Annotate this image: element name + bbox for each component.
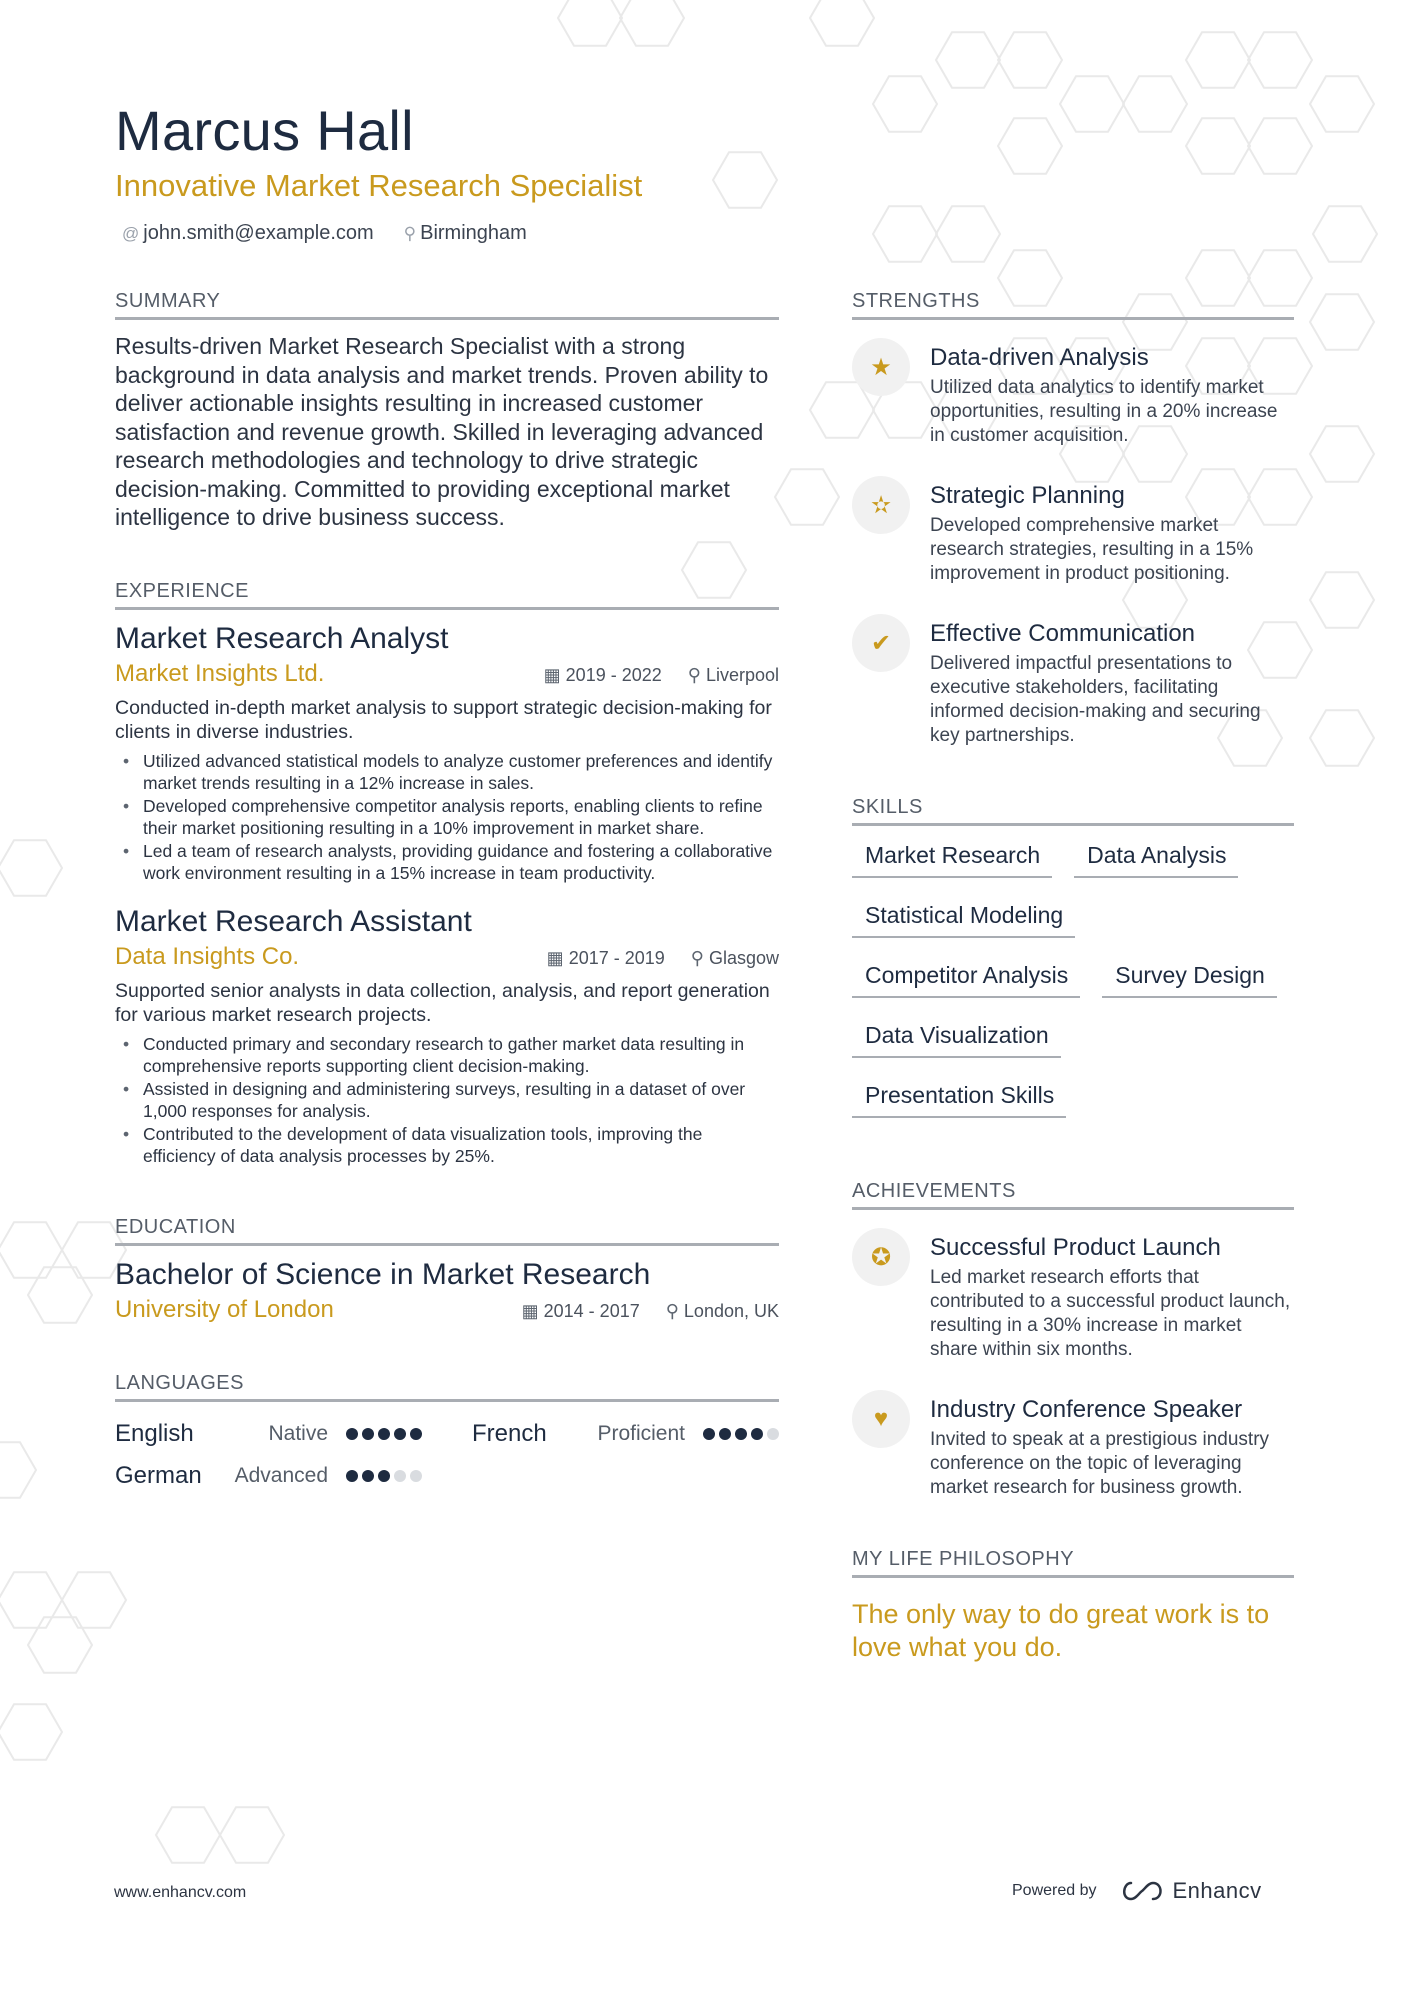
summary-text: Results-driven Market Research Specialist with a strong background in data analysis and market trends. Proven ability to deliver actionable insights resulting in increased customer satisfaction and revenue growth. Skilled in leveraging advanced research methodologies and technology to drive strategic decision-making. Committed to providing exceptional market intelligence to drive business success. — [115, 333, 769, 530]
education-dates — [522, 1301, 640, 1322]
skill-tag: Presentation Skills — [852, 1082, 1066, 1118]
strength-title: Effective Communication — [930, 620, 1196, 647]
location-pin-icon: ⚲ — [403, 224, 417, 243]
rating-dot-filled — [378, 1428, 390, 1440]
left-column — [115, 290, 779, 1490]
language-level: Proficient — [597, 1421, 685, 1445]
achievements-heading: ACHIEVEMENTS — [852, 1180, 1294, 1210]
job-description: Supported senior analysts in data collection, analysis, and report generation for various market research projects. — [115, 979, 770, 1026]
strength-title: Strategic Planning — [930, 482, 1125, 509]
job-company: Data Insights Co. — [115, 942, 300, 970]
language-item — [115, 1462, 422, 1490]
rating-dot-filled — [378, 1470, 390, 1482]
strength-item — [852, 480, 1294, 586]
philosophy-heading: MY LIFE PHILOSOPHY — [852, 1548, 1294, 1578]
location-pin-icon: ⚲ — [665, 1300, 679, 1321]
rating-dot-empty — [410, 1470, 422, 1482]
job-dates-text: 2017 - 2019 — [568, 947, 665, 968]
calendar-icon: ▦ — [546, 947, 564, 968]
powered-by-label: Powered by — [1012, 1882, 1097, 1899]
rating-dot-filled — [362, 1470, 374, 1482]
check-icon: ✔ — [852, 614, 910, 672]
right-column — [852, 290, 1294, 1664]
language-name: French — [472, 1419, 547, 1447]
school: University of London — [115, 1295, 334, 1323]
enhancv-logo-icon — [1119, 1880, 1165, 1902]
achievement-description: Invited to speak at a prestigious industry conference on the topic of leveraging market research for business growth. — [930, 1429, 1270, 1498]
job-bullet: • Contributed to the development of data visualization tools, improving the efficiency of data analysis processes by 25%. — [143, 1123, 779, 1168]
job-location-text: Liverpool — [705, 664, 779, 685]
language-item — [115, 1420, 422, 1448]
education-location — [666, 1301, 779, 1322]
rating-dot-filled — [362, 1428, 374, 1440]
job-entry — [115, 622, 779, 885]
job-bullet: • Conducted primary and secondary research to gather market data resulting in comprehensive reports supporting client decision-making. — [143, 1033, 779, 1078]
contact-email[interactable] — [122, 222, 374, 245]
job-title: Market Research Assistant — [115, 904, 472, 938]
rating-dot-filled — [735, 1428, 747, 1440]
language-level: Advanced — [234, 1463, 328, 1487]
experience-heading: EXPERIENCE — [115, 580, 779, 610]
education-location-text: London, UK — [683, 1300, 779, 1321]
enhancv-logo[interactable] — [1119, 1878, 1262, 1904]
star-icon: ★ — [852, 338, 910, 396]
heart-icon: ♥ — [852, 1390, 910, 1448]
language-item — [472, 1420, 779, 1448]
degree: Bachelor of Science in Market Research — [115, 1257, 651, 1291]
footer-website[interactable]: www.enhancv.com — [114, 1884, 247, 1901]
half-star-icon: ✫ — [852, 476, 910, 534]
candidate-title: Innovative Market Research Specialist — [115, 168, 643, 203]
philosophy-quote: The only way to do great work is to love what you do. — [852, 1599, 1270, 1662]
skill-tag: Data Visualization — [852, 1022, 1061, 1058]
job-bullets — [115, 1033, 779, 1168]
skill-tag: Survey Design — [1102, 962, 1277, 998]
calendar-icon: ▦ — [521, 1300, 539, 1321]
education-dates-text: 2014 - 2017 — [543, 1300, 640, 1321]
job-location — [688, 665, 779, 686]
contact-info — [122, 222, 527, 245]
skill-tag: Market Research — [852, 842, 1052, 878]
summary-heading: SUMMARY — [115, 290, 779, 320]
job-bullet: • Assisted in designing and administering surveys, resulting in a dataset of over 1,000 responses for analysis. — [143, 1078, 779, 1123]
education-entry — [115, 1258, 779, 1324]
rating-dot-filled — [346, 1470, 358, 1482]
job-location-text: Glasgow — [708, 947, 779, 968]
job-dates — [544, 665, 662, 686]
rating-dot-filled — [703, 1428, 715, 1440]
strength-title: Data-driven Analysis — [930, 344, 1149, 371]
language-name: English — [115, 1419, 194, 1447]
location-text: Birmingham — [420, 222, 527, 244]
strength-item — [852, 618, 1294, 748]
languages-heading: LANGUAGES — [115, 1372, 779, 1402]
language-rating — [703, 1428, 779, 1440]
job-title: Market Research Analyst — [115, 621, 449, 655]
brand-name: Enhancv — [1172, 1878, 1262, 1903]
job-bullet: • Led a team of research analysts, providing guidance and fostering a collaborative work environment resulting in a 15% increase in team productivity. — [143, 840, 779, 885]
skill-tag: Data Analysis — [1074, 842, 1238, 878]
strength-description: Utilized data analytics to identify market opportunities, resulting in a 20% increase in customer acquisition. — [930, 377, 1278, 446]
location-pin-icon: ⚲ — [687, 664, 701, 685]
rating-dot-filled — [394, 1428, 406, 1440]
achievement-item — [852, 1394, 1294, 1500]
strengths-heading: STRENGTHS — [852, 290, 1294, 320]
footer-branding — [1012, 1878, 1262, 1904]
rating-dot-filled — [751, 1428, 763, 1440]
contact-location — [404, 222, 527, 245]
education-heading: EDUCATION — [115, 1216, 779, 1246]
skills-heading: SKILLS — [852, 796, 1294, 826]
skill-tag: Statistical Modeling — [852, 902, 1075, 938]
language-name: German — [115, 1461, 202, 1489]
job-location — [691, 948, 779, 969]
job-bullet: • Utilized advanced statistical models to analyze customer preferences and identify market trends resulting in a 12% increase in sales. — [143, 750, 779, 795]
strength-description: Developed comprehensive market research strategies, resulting in a 15% improvement in product positioning. — [930, 515, 1254, 584]
job-bullet: • Developed comprehensive competitor analysis reports, enabling clients to refine their market positioning resulting in a 10% improvement in market share. — [143, 795, 779, 840]
job-bullets — [115, 750, 779, 885]
rating-dot-empty — [394, 1470, 406, 1482]
email-text: john.smith@example.com — [143, 222, 374, 244]
job-entry — [115, 905, 779, 1168]
skills-list — [852, 842, 1294, 1118]
rating-dot-filled — [719, 1428, 731, 1440]
strength-description: Delivered impactful presentations to executive stakeholders, facilitating informed decision-making and securing key partnerships. — [930, 653, 1261, 746]
job-description: Conducted in-depth market analysis to support strategic decision-making for clients in diverse industries. — [115, 696, 772, 743]
at-icon: @ — [122, 224, 140, 243]
skill-tag: Competitor Analysis — [852, 962, 1080, 998]
calendar-icon: ▦ — [543, 664, 561, 685]
candidate-name: Marcus Hall — [115, 99, 414, 162]
language-rating — [346, 1428, 422, 1440]
job-dates — [547, 948, 665, 969]
award-icon: ✪ — [852, 1228, 910, 1286]
rating-dot-filled — [346, 1428, 358, 1440]
achievement-item — [852, 1232, 1294, 1362]
job-dates-text: 2019 - 2022 — [565, 664, 662, 685]
rating-dot-empty — [767, 1428, 779, 1440]
rating-dot-filled — [410, 1428, 422, 1440]
achievement-title: Successful Product Launch — [930, 1234, 1221, 1261]
achievement-description: Led market research efforts that contributed to a successful product launch, resulting in a 30% increase in market share within six months. — [930, 1267, 1291, 1360]
language-rating — [346, 1470, 422, 1482]
language-level: Native — [268, 1421, 328, 1445]
location-pin-icon: ⚲ — [690, 947, 704, 968]
achievement-title: Industry Conference Speaker — [930, 1396, 1243, 1423]
strength-item — [852, 342, 1294, 448]
languages-list — [115, 1420, 779, 1490]
job-company: Market Insights Ltd. — [115, 659, 325, 687]
